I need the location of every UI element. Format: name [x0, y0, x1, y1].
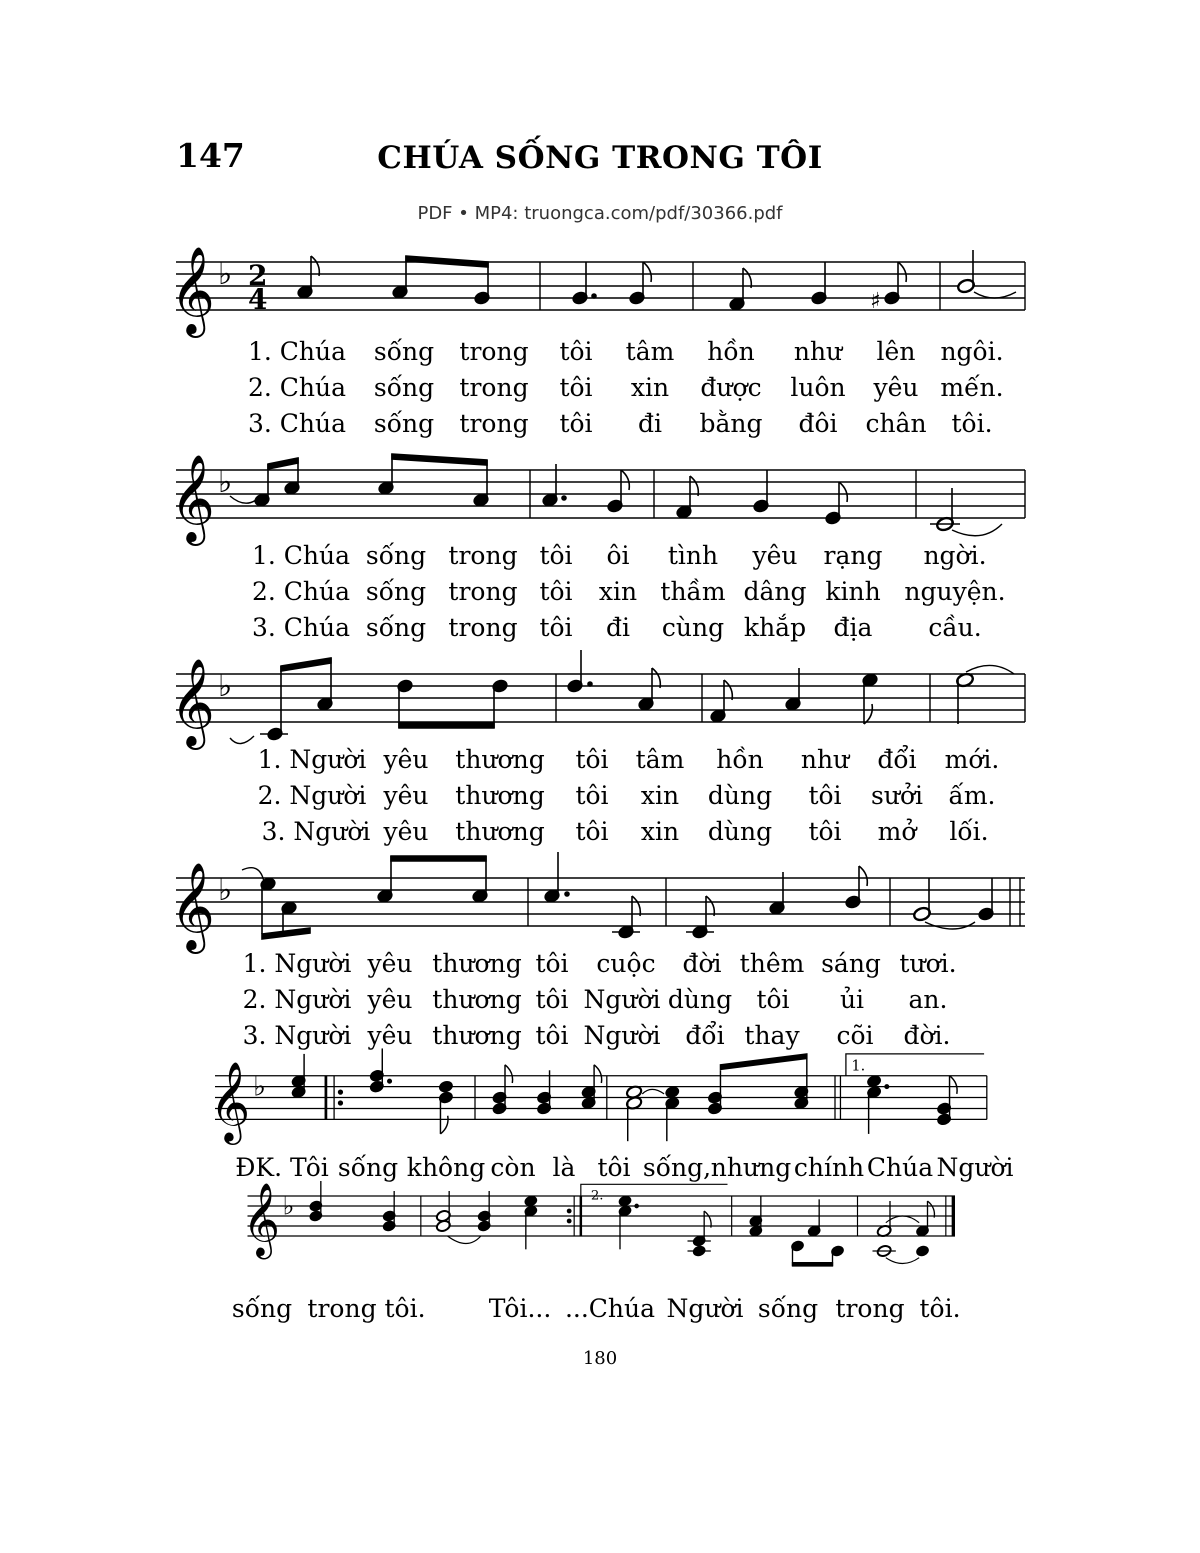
- lyric-word: sống: [373, 337, 435, 366]
- lyric-word: tâm: [625, 337, 675, 366]
- treble-clef-icon: 𝄞: [242, 1182, 280, 1256]
- lyric-word: không: [406, 1153, 486, 1182]
- lyric-word: 3. Chúa: [251, 613, 351, 642]
- lyric-word: ĐK. Tôi: [235, 1153, 329, 1182]
- lyric-word: yêu: [367, 1021, 413, 1050]
- page-number: 180: [582, 1348, 618, 1369]
- treble-clef-icon: 𝄞: [209, 1061, 251, 1142]
- lyric-word: tôi: [535, 949, 569, 978]
- lyric-word: địa: [833, 613, 873, 642]
- lyric-word: tình: [667, 541, 719, 570]
- lyric-word: yêu: [383, 817, 429, 846]
- staff-system-1: [170, 226, 1040, 334]
- flat-icon: ♭: [218, 465, 233, 500]
- flat-icon: ♭: [218, 669, 233, 704]
- lyric-word: trong: [459, 409, 529, 438]
- lyric-word: xin: [630, 373, 670, 402]
- lyric-word: tôi: [559, 373, 593, 402]
- lyric-word: Người: [583, 1021, 661, 1050]
- lyric-word: hồn: [716, 745, 764, 774]
- lyric-word: lên: [876, 337, 916, 366]
- lyric-word: chính: [793, 1153, 865, 1182]
- lyric-word: thương: [455, 781, 545, 810]
- lyric-word: yêu: [873, 373, 919, 402]
- lyric-word: sáng: [821, 949, 881, 978]
- treble-clef-icon: 𝄞: [170, 453, 215, 542]
- lyric-word: thương: [432, 1021, 522, 1050]
- lyric-word: mới.: [944, 745, 1000, 774]
- notes-system-1: [297, 250, 1016, 314]
- lyric-word: sống: [337, 1153, 399, 1182]
- lyric-word: dùng: [707, 781, 773, 810]
- lyric-word: yêu: [752, 541, 798, 570]
- staff-system-5: [170, 1043, 1040, 1143]
- flat-icon: ♭: [253, 1071, 267, 1103]
- lyric-word: an.: [908, 985, 948, 1014]
- flat-icon: ♭: [218, 257, 233, 292]
- lyric-word: tôi: [756, 985, 790, 1014]
- svg-text:♯: ♯: [870, 289, 881, 314]
- lyric-word: ngời.: [923, 541, 987, 570]
- lyric-word: Tôi...: [488, 1294, 552, 1323]
- volta-1: [846, 1054, 984, 1076]
- lyric-word: thương: [432, 985, 522, 1014]
- lyric-word: 3. Chúa: [247, 409, 347, 438]
- lyric-word: tôi: [575, 781, 609, 810]
- svg-text:1.: 1.: [851, 1058, 866, 1075]
- lyric-word: cuộc: [596, 949, 656, 978]
- treble-clef-icon: 𝄞: [170, 657, 215, 746]
- lyric-word: 3. Người: [242, 1021, 352, 1050]
- lyric-word: sống: [757, 1294, 819, 1323]
- lyric-word: khắp: [743, 613, 807, 642]
- lyric-word: 2. Chúa: [251, 577, 351, 606]
- lyric-word: được: [700, 373, 762, 402]
- lyric-word: trong: [448, 541, 518, 570]
- lyric-word: ngôi.: [940, 337, 1004, 366]
- lyric-word: dùng: [667, 985, 733, 1014]
- lyric-word: cùng: [661, 613, 725, 642]
- lyric-word: tôi: [808, 781, 842, 810]
- lyric-word: chân: [865, 409, 927, 438]
- lyric-word: sống: [365, 577, 427, 606]
- lyric-word: thầm: [660, 577, 726, 606]
- lyric-word: thương: [432, 949, 522, 978]
- lyric-word: lối.: [949, 817, 989, 846]
- notes-system-6: [309, 1181, 935, 1266]
- lyric-word: sưởi: [871, 781, 923, 810]
- lyric-word: bằng: [699, 409, 763, 438]
- lyric-word: yêu: [367, 985, 413, 1014]
- lyric-word: thêm: [739, 949, 805, 978]
- lyric-word: sống: [365, 613, 427, 642]
- lyric-word: trong: [835, 1294, 905, 1323]
- treble-clef-icon: 𝄞: [170, 861, 215, 950]
- lyric-word: như: [800, 745, 850, 774]
- lyric-word: mến.: [940, 373, 1004, 402]
- lyric-word: Người: [666, 1294, 744, 1323]
- lyric-word: thương: [455, 817, 545, 846]
- lyric-word: luôn: [790, 373, 846, 402]
- lyric-word: yêu: [367, 949, 413, 978]
- lyric-word: tôi: [808, 817, 842, 846]
- lyric-word: tôi.: [919, 1294, 961, 1323]
- lyric-word: thay: [744, 1021, 800, 1050]
- source-link[interactable]: PDF • MP4: truongca.com/pdf/30366.pdf: [417, 203, 783, 224]
- lyric-word: tôi: [535, 985, 569, 1014]
- lyric-word: ấm.: [948, 781, 996, 810]
- lyric-word: kinh: [825, 577, 881, 606]
- lyric-word: sống: [231, 1294, 293, 1323]
- lyric-word: tâm: [635, 745, 685, 774]
- lyric-word: đi: [638, 409, 662, 438]
- staff-system-2: [170, 434, 1040, 542]
- lyric-word: 1. Người: [257, 745, 367, 774]
- time-sig-top: 2: [248, 259, 268, 292]
- notes-system-2: [230, 454, 1002, 536]
- lyric-word: đổi: [877, 745, 917, 774]
- lyric-word: tôi.: [384, 1294, 426, 1323]
- lyric-word: đi: [606, 613, 630, 642]
- lyric-word: là: [552, 1153, 576, 1182]
- lyric-word: như: [793, 337, 843, 366]
- lyric-word: dùng: [707, 817, 773, 846]
- treble-clef-icon: 𝄞: [170, 245, 215, 334]
- volta-2: [581, 1184, 728, 1203]
- lyric-word: đời: [682, 949, 722, 978]
- staff-system-4: [170, 842, 1040, 950]
- lyric-word: rạng: [823, 541, 883, 570]
- lyric-word: tôi: [575, 817, 609, 846]
- staff-system-3: [170, 638, 1040, 746]
- lyric-word: sống: [373, 373, 435, 402]
- lyric-word: ...Chúa: [564, 1294, 656, 1323]
- lyric-word: 1. Chúa: [251, 541, 351, 570]
- lyric-word: nguyện.: [904, 577, 1006, 606]
- flat-icon: ♭: [218, 873, 233, 908]
- lyric-word: tôi: [539, 541, 573, 570]
- lyric-word: tôi: [535, 1021, 569, 1050]
- lyric-word: sống: [365, 541, 427, 570]
- lyric-word: 2. Chúa: [247, 373, 347, 402]
- lyric-word: tươi.: [899, 949, 957, 978]
- lyric-word: Chúa: [866, 1153, 934, 1182]
- lyric-word: đôi: [798, 409, 838, 438]
- lyric-word: xin: [640, 781, 680, 810]
- lyric-word: còn: [490, 1153, 536, 1182]
- lyric-word: 1. Chúa: [247, 337, 347, 366]
- lyric-word: Người: [936, 1153, 1014, 1182]
- song-number: 147: [176, 136, 245, 175]
- svg-text:2.: 2.: [590, 1188, 604, 1204]
- lyric-word: tôi: [597, 1153, 631, 1182]
- lyric-word: mở: [877, 817, 917, 846]
- lyric-word: thương: [455, 745, 545, 774]
- lyric-word: trong: [459, 373, 529, 402]
- lyric-word: tôi: [559, 409, 593, 438]
- lyric-word: ôi: [606, 541, 630, 570]
- lyric-word: trong: [448, 613, 518, 642]
- lyric-word: 3. Người: [261, 817, 371, 846]
- lyric-word: hồn: [707, 337, 755, 366]
- lyric-word: đời.: [903, 1021, 951, 1050]
- lyric-word: Người: [583, 985, 661, 1014]
- lyric-word: trong: [448, 577, 518, 606]
- lyric-word: cầu.: [928, 613, 982, 642]
- lyric-word: tôi: [575, 745, 609, 774]
- flat-icon: ♭: [282, 1191, 295, 1221]
- lyric-word: sống: [373, 409, 435, 438]
- lyric-word: ủi: [839, 985, 865, 1014]
- lyric-word: trong: [307, 1294, 377, 1323]
- lyric-word: nhưng: [710, 1153, 792, 1182]
- notes-system-3: [230, 650, 1014, 744]
- lyric-word: dâng: [743, 577, 807, 606]
- lyric-word: xin: [640, 817, 680, 846]
- song-title: CHÚA SỐNG TRONG TÔI: [377, 140, 823, 176]
- lyric-word: yêu: [383, 745, 429, 774]
- lyric-word: xin: [598, 577, 638, 606]
- lyric-word: tôi: [559, 337, 593, 366]
- time-sig-bottom: 4: [248, 283, 268, 316]
- lyric-word: tôi: [539, 577, 573, 606]
- lyric-word: 2. Người: [242, 985, 352, 1014]
- lyric-word: yêu: [383, 781, 429, 810]
- lyric-word: tôi: [539, 613, 573, 642]
- lyric-word: 1. Người: [242, 949, 352, 978]
- lyric-word: 2. Người: [257, 781, 367, 810]
- lyric-word: đổi: [685, 1021, 725, 1050]
- lyric-word: sống,: [642, 1153, 712, 1182]
- lyric-word: trong: [459, 337, 529, 366]
- lyric-word: tôi.: [951, 409, 993, 438]
- lyric-word: cõi: [836, 1021, 874, 1050]
